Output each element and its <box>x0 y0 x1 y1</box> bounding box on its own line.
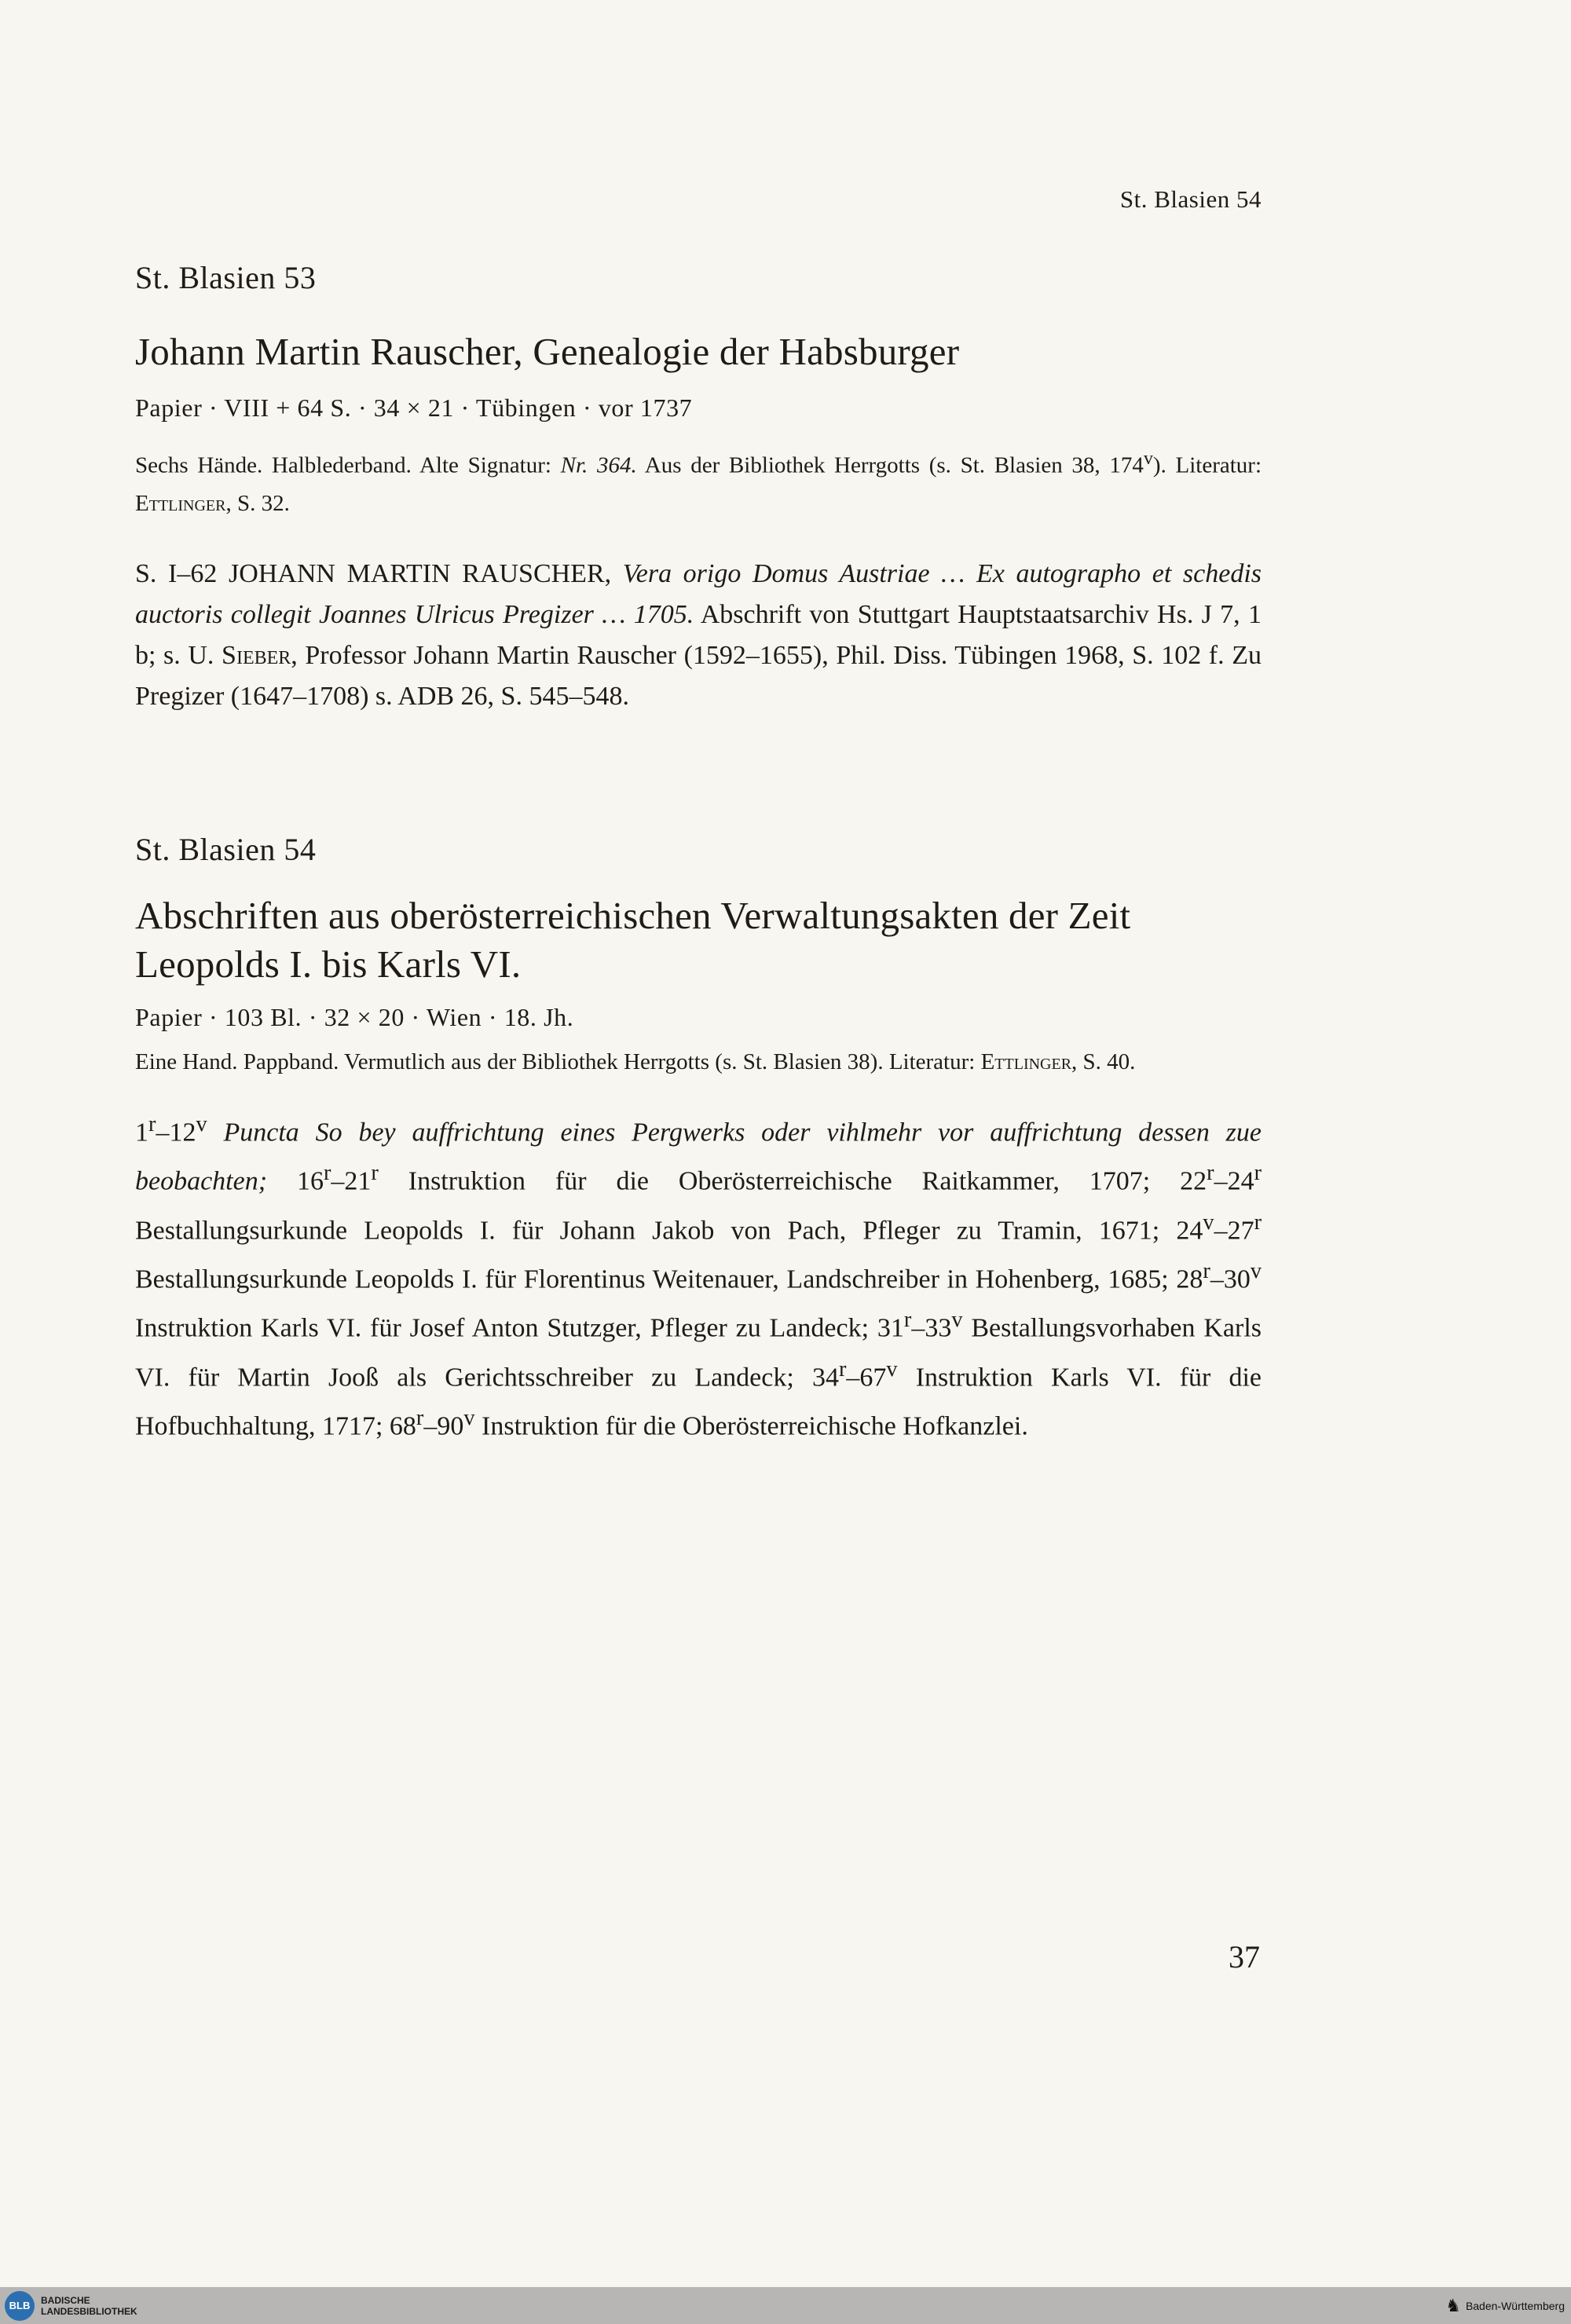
blb-name-line: LANDESBIBLIOTHEK <box>41 2305 137 2317</box>
folio-number: 24 <box>1159 1215 1203 1245</box>
old-signature: Nr. 364. <box>560 452 637 478</box>
entry-contents <box>135 1104 1262 1447</box>
folio-number: 68 <box>383 1411 416 1441</box>
folio-side: v <box>886 1356 898 1382</box>
contents-text: S. I–62 JOHANN MARTIN RAUSCHER, <box>135 558 623 588</box>
contents-text: Bestallungsurkunde Leopolds I. für Florentinus Weitenauer, Landschreiber in Hohenberg, 1685; <box>135 1264 1169 1294</box>
folio-side: v <box>951 1308 963 1333</box>
running-head: St. Blasien 54 <box>1119 185 1262 213</box>
physical-description: Papier · VIII + 64 S. · 34 × 21 · Tübingen · vor 1737 <box>135 393 693 422</box>
folio-number: –67 <box>846 1362 887 1392</box>
entry-title <box>135 891 1262 989</box>
folio-side: r <box>416 1405 424 1430</box>
state-name: Baden-Württemberg <box>1465 2299 1565 2312</box>
desc-text: Aus der Bibliothek Herrgotts (s. St. Blasien 38, 174 <box>636 452 1144 478</box>
baden-wuerttemberg-logo[interactable] <box>1445 2296 1565 2316</box>
desc-text: ). Literatur: <box>1152 452 1262 478</box>
contents-text: Instruktion für die Oberösterreichische Hofkanzlei. <box>474 1411 1028 1441</box>
folio-number: –24 <box>1214 1166 1254 1196</box>
contents-text: , Professor Johann Martin Rauscher (1592–1655), Phil. Diss. Tübingen 1968, S. 102 f. Zu Pregizer (1647–1708) s. ADB 26, S. 545–548. <box>135 640 1262 711</box>
contents-text: Instruktion für die Oberösterreichische Raitkammer, 1707; <box>378 1166 1151 1196</box>
folio-side: r <box>1254 1210 1262 1235</box>
folio-number: –27 <box>1214 1215 1254 1245</box>
literature-author: Ettlinger <box>980 1049 1072 1074</box>
folio-side: r <box>323 1161 331 1186</box>
folio-side: r <box>1207 1161 1214 1186</box>
entry-description <box>135 1043 1262 1081</box>
folio-number: –33 <box>911 1313 952 1343</box>
shelfmark: St. Blasien 54 <box>135 832 317 867</box>
folio-number: –21 <box>331 1166 372 1196</box>
folio-number: 31 <box>869 1313 904 1343</box>
contents-text: Bestallungsurkunde Leopolds I. für Johann Jakob von Pach, Pfleger zu Tramin, 1671; <box>135 1215 1160 1245</box>
entry-title: Johann Martin Rauscher, Genealogie der Habsburger <box>135 330 960 373</box>
blb-logo-icon[interactable]: BLB <box>5 2291 35 2321</box>
literature-author: Sieber <box>222 640 291 670</box>
folio-side: r <box>148 1112 156 1136</box>
folio-side: v <box>1143 448 1153 469</box>
folio-number: 34 <box>793 1362 839 1392</box>
blb-name-line: BADISCHE <box>41 2294 90 2306</box>
folio-side: r <box>903 1308 912 1333</box>
contents-text: Bestallungsvorhaben Karls VI. für Martin Jooß als Gerichtsschreiber zu Landeck; <box>135 1313 1262 1392</box>
entry-title-line: Leopolds I. bis Karls VI. <box>135 942 522 986</box>
folio-side: v <box>196 1112 207 1136</box>
physical-description: Papier · 103 Bl. · 32 × 20 · Wien · 18. Jh. <box>135 1003 574 1031</box>
catalog-entry-st-blasien-54 <box>135 831 1262 1447</box>
folio-number: –90 <box>423 1411 464 1441</box>
folio-number: 1 <box>135 1118 148 1147</box>
shelfmark: St. Blasien 53 <box>135 260 317 295</box>
desc-text: , S. 40. <box>1071 1049 1136 1074</box>
literature-author: Ettlinger <box>135 490 226 516</box>
folio-number: 22 <box>1150 1166 1207 1196</box>
desc-text: , S. 32. <box>225 490 290 516</box>
contents-text: Abschrift von Stuttgart Hauptstaatsarchiv Hs. J 7, 1 b; s. U. <box>135 599 1262 670</box>
entry-description <box>135 440 1262 522</box>
state-arms-icon: ♞ <box>1445 2295 1461 2315</box>
folio-number: –30 <box>1210 1264 1251 1294</box>
folio-number: 16 <box>267 1166 324 1196</box>
work-title: Vera origo Domus Austriae … Ex autographo et schedis auctoris collegit Joannes Ulricus Pregizer … 1705. <box>135 558 1262 629</box>
folio-number: –12 <box>156 1118 196 1147</box>
viewer-footer-bar <box>0 2287 1571 2324</box>
folio-side: r <box>1203 1258 1210 1283</box>
folio-side: v <box>1250 1258 1262 1283</box>
page-number: 37 <box>1229 1939 1260 1974</box>
catalog-entry-st-blasien-53 <box>135 259 1262 717</box>
desc-text: Eine Hand. Pappband. Vermutlich aus der Bibliothek Herrgotts (s. St. Blasien 38). Literatur: <box>135 1049 981 1074</box>
desc-text: Sechs Hände. Halblederband. Alte Signatur: <box>135 452 561 478</box>
folio-number: 28 <box>1168 1264 1203 1294</box>
folio-side: r <box>371 1161 379 1186</box>
contents-text: Instruktion Karls VI. für die Hofbuchhaltung, 1717; <box>135 1362 1262 1441</box>
folio-side: v <box>1203 1210 1214 1235</box>
work-title: Puncta So bey auffrichtung eines Pergwerks oder vihlmehr vor auffrichtung dessen zue beobachten; <box>135 1118 1262 1196</box>
folio-side: v <box>463 1405 475 1430</box>
entry-contents <box>135 554 1262 717</box>
blb-name[interactable] <box>41 2295 137 2317</box>
entry-title-line: Abschriften aus oberösterreichischen Verwaltungsakten der Zeit <box>135 894 1131 937</box>
contents-text: Instruktion Karls VI. für Josef Anton Stutzger, Pfleger zu Landeck; <box>135 1313 870 1343</box>
folio-side: r <box>1254 1161 1262 1186</box>
folio-side: r <box>838 1356 847 1382</box>
